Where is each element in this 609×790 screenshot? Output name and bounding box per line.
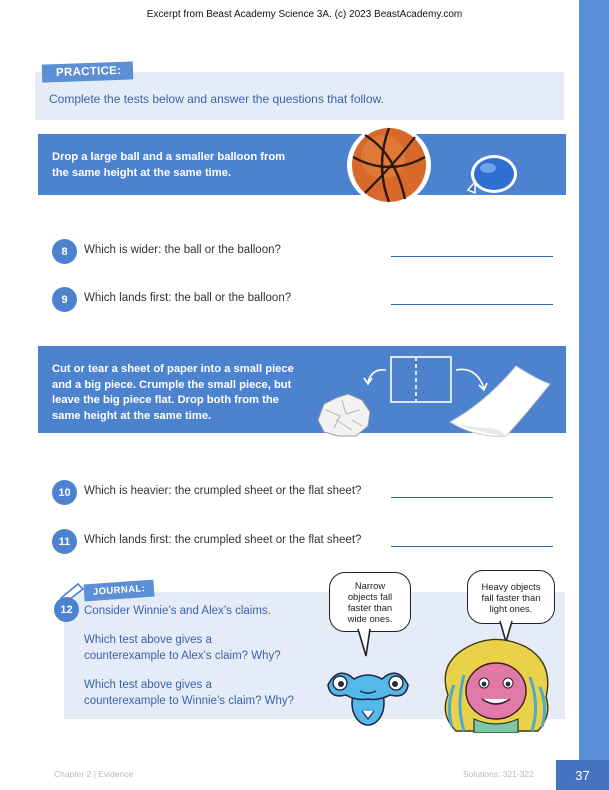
- balloon-image: [460, 152, 522, 198]
- journal-q1-line-1: Which test above gives a: [84, 634, 212, 646]
- question-8-answer-line[interactable]: [391, 256, 553, 257]
- question-9-text: Which lands first: the ball or the balloon?: [84, 292, 292, 304]
- question-9-badge: 9: [52, 287, 77, 312]
- question-10-text: Which is heavier: the crumpled sheet or the flat sheet?: [84, 485, 362, 497]
- test1-line-1: Drop a large ball and a smaller balloon from: [52, 151, 286, 163]
- excerpt-header: Excerpt from Beast Academy Science 3A. (c) 2023 BeastAcademy.com: [146, 9, 463, 20]
- alex-bubble-tail: [356, 628, 374, 658]
- question-11-badge: 11: [52, 529, 77, 554]
- question-11-text: Which lands first: the crumpled sheet or the flat sheet?: [84, 534, 362, 546]
- alex-speech-bubble: [329, 572, 411, 632]
- alex-bubble-line-1: Narrow: [354, 580, 386, 591]
- right-edge-band: [579, 0, 609, 790]
- test-paper-text: [52, 362, 294, 424]
- basketball-image: [345, 123, 433, 207]
- journal-q2-line-1: Which test above gives a: [84, 679, 212, 691]
- winnie-speech-bubble: [467, 570, 555, 624]
- practice-tag: PRACTICE:: [42, 61, 134, 82]
- journal-question-1: [84, 632, 281, 664]
- footer-solutions: Solutions: 321-322: [463, 769, 534, 779]
- question-11-answer-line[interactable]: [391, 546, 553, 547]
- alex-bubble-line-4: wide ones.: [347, 613, 393, 624]
- journal-q1-line-2: counterexample to Alex’s claim? Why?: [84, 650, 281, 662]
- flat-paper-image: [446, 362, 552, 442]
- test-ball-balloon-text: [52, 150, 285, 181]
- question-10-answer-line[interactable]: [391, 497, 553, 498]
- test2-line-4: same height at the same time.: [52, 409, 212, 422]
- test2-line-2: and a big piece. Crumple the small piece, but: [52, 378, 292, 391]
- alex-bubble-line-2: objects fall: [347, 591, 393, 602]
- question-12-badge: 12: [54, 597, 79, 622]
- page-number: 37: [556, 760, 609, 790]
- question-8-badge: 8: [52, 239, 77, 264]
- alex-character-image: [318, 655, 418, 731]
- journal-claim: Consider Winnie’s and Alex’s claims.: [84, 605, 271, 617]
- journal-q2-line-2: counterexample to Winnie’s claim? Why?: [84, 695, 295, 707]
- practice-instruction: Complete the tests below and answer the questions that follow.: [49, 92, 384, 106]
- winnie-bubble-line-1: Heavy objects: [481, 580, 541, 592]
- journal-question-2: [84, 677, 294, 709]
- question-10-badge: 10: [52, 480, 77, 505]
- test1-line-2: the same height at the same time.: [52, 166, 232, 179]
- test2-line-1: Cut or tear a sheet of paper into a small piece: [52, 363, 294, 375]
- winnie-bubble-line-2: fall faster than: [481, 591, 541, 603]
- winnie-character-image: [434, 635, 558, 733]
- footer-chapter: Chapter 2 | Evidence: [54, 769, 134, 779]
- question-9-answer-line[interactable]: [391, 304, 553, 305]
- test2-line-3: leave the big piece flat. Drop both from the: [52, 394, 279, 406]
- question-8-text: Which is wider: the ball or the balloon?: [84, 244, 281, 256]
- alex-bubble-line-3: faster than: [347, 602, 393, 613]
- journal-tag: JOURNAL:: [83, 580, 154, 602]
- winnie-bubble-line-3: light ones.: [489, 602, 533, 614]
- crumpled-paper-image: [312, 390, 376, 440]
